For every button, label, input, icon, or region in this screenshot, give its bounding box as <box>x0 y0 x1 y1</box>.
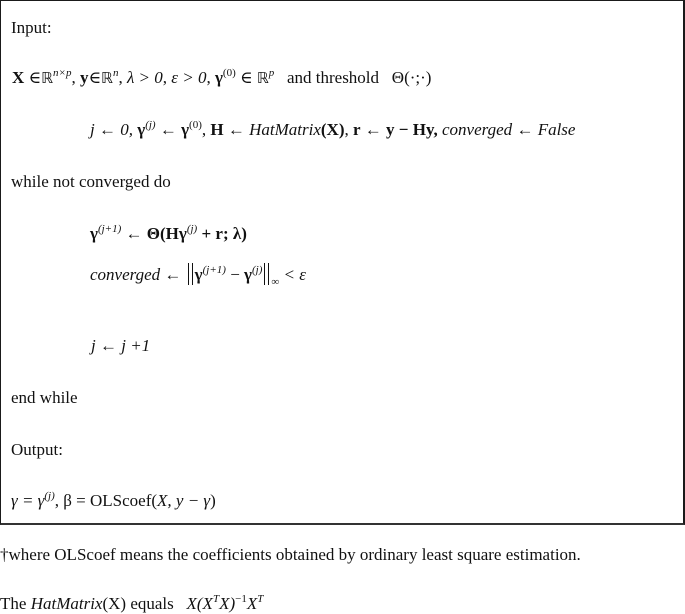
end-while-label: end while <box>11 388 78 407</box>
update-line: $\gamma^{(j+1)}$ ← $\Theta(H\gamma^{(j)} + r$; λ) <box>90 223 247 243</box>
input-expression: X ∈ℝ$^{n\times p}$, y∈ℝ$^n$, λ > 0, ε > 0, $\gamma^{(0)}$ ∈ ℝ$^p$ and threshold Θ(·;·) <box>12 67 432 87</box>
init-line: j ← 0, $\gamma^{(j)}$ ← $\gamma^{(0)}$, H ← HatMatrix(X), r ← y − Hy, converged ← False <box>90 119 576 139</box>
norm-close <box>264 263 269 285</box>
output-label: Output: <box>11 440 63 459</box>
increment-line: j ← j +1 <box>91 336 151 355</box>
norm-open <box>188 263 193 285</box>
hat-matrix-note: The HatMatrix(X) equals $X(X^TX)^{-1}X^T$ <box>0 593 264 613</box>
output-line: $\gamma = \gamma^{(j)}$, β = OLScoef(X, y − γ) <box>11 490 216 510</box>
input-label: Input: <box>11 18 52 37</box>
converge-line: converged ← $\gamma^{(j+1)} - \gamma^{(j)}_\infty < \varepsilon$ <box>90 264 306 288</box>
while-label: while not converged do <box>11 172 171 191</box>
footnote: †where OLScoef means the coefficients obtained by ordinary least square estimation. <box>0 545 581 564</box>
